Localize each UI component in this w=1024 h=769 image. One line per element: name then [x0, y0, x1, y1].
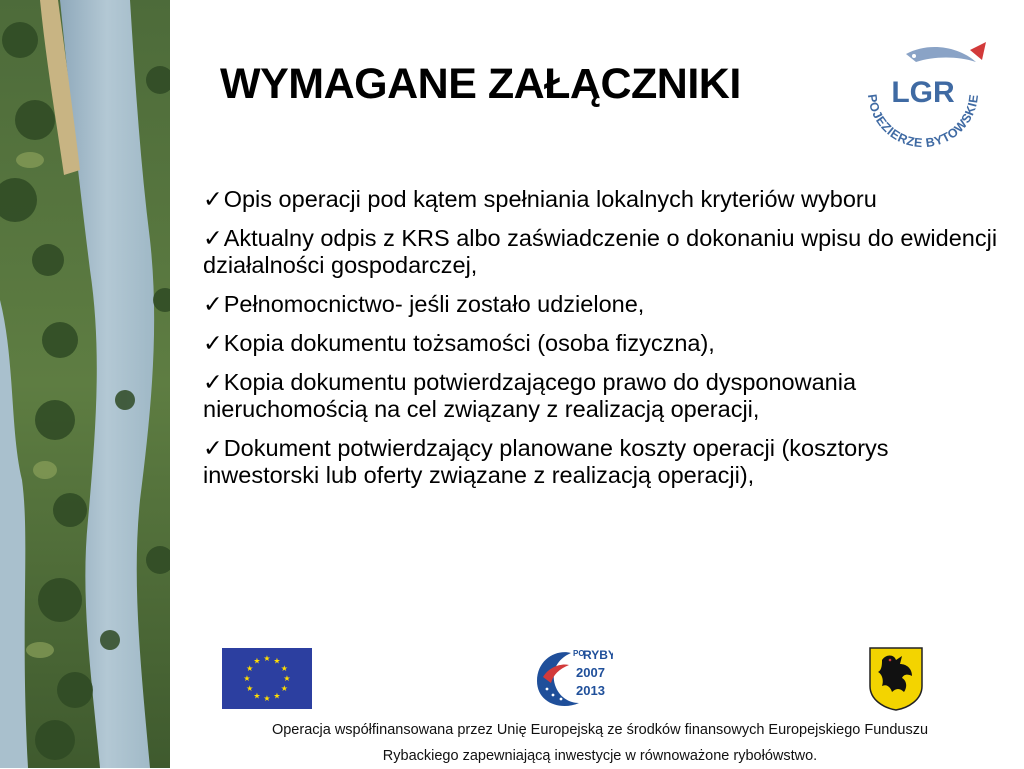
- list-item: ✓Opis operacji pod kątem spełniania lokalnych kryteriów wyboru: [203, 186, 877, 212]
- po-ryby-swoosh-icon: [537, 652, 579, 706]
- svg-text:★: ★: [253, 656, 261, 666]
- svg-text:RYBY: RYBY: [583, 648, 613, 662]
- check-icon: ✓: [203, 330, 223, 356]
- po-ryby-logo: [533, 645, 613, 715]
- svg-text:2013: 2013: [576, 683, 605, 698]
- svg-text:★: ★: [243, 674, 251, 683]
- cofinancing-footer: [180, 717, 1020, 769]
- lgr-ring-text: POJEZIERZE BYTOWSKIE: [864, 93, 982, 151]
- list-item: ✓Dokument potwierdzający planowane koszty operacji (kosztorys inwestorski lub oferty związane z realizacją operacji),: [203, 435, 889, 488]
- eu-flag-logo: [222, 648, 312, 709]
- lgr-logo: [858, 40, 988, 155]
- check-icon: ✓: [203, 435, 223, 461]
- list-item: ✓Aktualny odpis z KRS albo zaświadczenie o dokonaniu wpisu do ewidencji działalności gospodarczej,: [203, 225, 998, 278]
- svg-text:★: ★: [263, 654, 271, 663]
- slide-title: WYMAGANE ZAŁĄCZNIKI: [220, 60, 741, 108]
- lake-photo-strip: [0, 0, 170, 768]
- svg-text:★: ★: [273, 691, 281, 701]
- svg-text:2007: 2007: [576, 665, 605, 680]
- pomorze-coat-of-arms: [868, 646, 924, 712]
- check-icon: ✓: [203, 291, 223, 317]
- lgr-logo-text: LGR: [891, 76, 955, 109]
- list-item: ✓Kopia dokumentu potwierdzającego prawo do dysponowania nieruchomością na cel związany z realizacją operacji,: [203, 369, 857, 422]
- list-item: ✓Kopia dokumentu tożsamości (osoba fizyczna),: [203, 330, 715, 356]
- check-icon: ✓: [203, 369, 223, 395]
- svg-text:★: ★: [246, 684, 254, 693]
- svg-text:★: ★: [273, 656, 281, 666]
- check-icon: ✓: [203, 186, 223, 212]
- svg-text:PO: PO: [573, 649, 585, 658]
- svg-text:★: ★: [253, 691, 261, 701]
- svg-text:★: ★: [246, 664, 254, 673]
- svg-text:★: ★: [280, 684, 288, 693]
- list-item: ✓Pełnomocnictwo- jeśli zostało udzielone,: [203, 291, 645, 317]
- fish-icon: [906, 47, 976, 62]
- svg-text:★: ★: [263, 694, 271, 703]
- check-icon: ✓: [203, 225, 223, 251]
- attachment-list: [203, 186, 1003, 501]
- svg-text:★: ★: [280, 664, 288, 673]
- footer-line-1: Operacja współfinansowana przez Unię Europejską ze środków finansowych Europejskiego Funduszu: [271, 722, 929, 738]
- footer-line-2: Rybackiego zapewniającą inwestycje w równoważone rybołówstwo.: [382, 748, 818, 764]
- svg-text:★: ★: [283, 674, 291, 683]
